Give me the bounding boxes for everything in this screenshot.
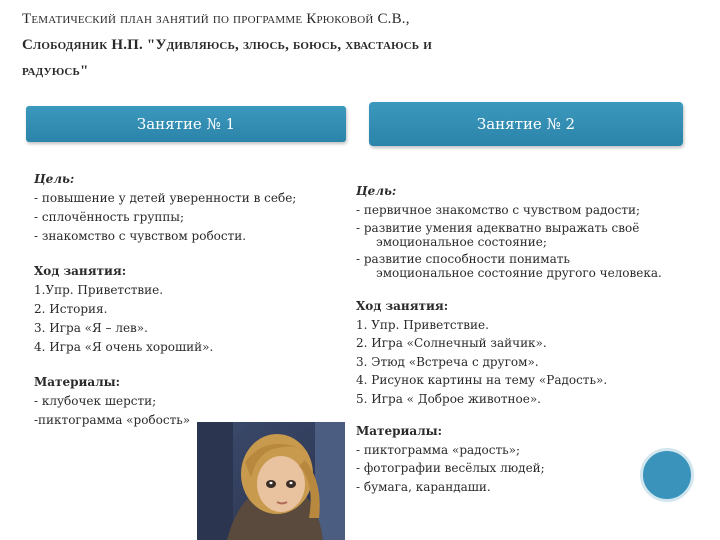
page-title [22, 6, 662, 84]
title-line-1: Тематический план занятий по программе Крюковой С.В., [22, 11, 410, 27]
child-photo [197, 422, 345, 540]
materials-item: -пиктограмма «робость» [34, 413, 191, 427]
goal-heading: Цель: [356, 184, 397, 198]
course-item: 2. История. [34, 302, 108, 316]
course-item: 2. Игра «Солнечный зайчик». [356, 336, 547, 350]
goal-item: - знакомство с чувством робости. [34, 229, 247, 243]
goal-item: - развитие умения адекватно выражать своё эмоциональное состояние; [356, 221, 640, 249]
course-item: 5. Игра « Доброе животное». [356, 391, 541, 406]
course-item: 4. Игра «Я очень хороший». [34, 340, 214, 354]
course-heading: Ход занятия: [34, 264, 127, 278]
lesson-2-header: Занятие № 2 [369, 102, 683, 146]
course-item: 3. Игра «Я – лев». [34, 321, 148, 335]
materials-item: - фотографии весёлых людей; [356, 461, 545, 475]
materials-heading: Материалы: [34, 375, 121, 389]
course-item: 1.Упр. Приветствие. [34, 283, 164, 297]
title-line-3: радуюсь" [22, 63, 89, 79]
materials-item: - бумага, карандаши. [356, 479, 491, 494]
lesson-2-content [356, 182, 666, 496]
decorative-circle [640, 448, 694, 502]
goal-item: - развитие способности понимать эмоциональное состояние другого человека. [356, 252, 662, 280]
materials-item: - пиктограмма «радость»; [356, 442, 521, 457]
title-line-2: Слободяник Н.П. "Удивляюсь, злюсь, боюсь, хвастаюсь и [22, 37, 432, 53]
materials-heading: Материалы: [356, 424, 443, 438]
goal-item: - первичное знакомство с чувством радости; [356, 202, 641, 217]
lesson-1-header: Занятие № 1 [26, 106, 346, 142]
goal-item: - повышение у детей уверенности в себе; [34, 191, 297, 205]
materials-item: - клубочек шерсти; [34, 394, 157, 408]
goal-item: - сплочённость группы; [34, 210, 185, 224]
lesson-1-content [34, 170, 334, 430]
course-item: 4. Рисунок картины на тему «Радость». [356, 373, 608, 387]
goal-heading: Цель: [34, 172, 75, 186]
course-item: 3. Этюд «Встреча с другом». [356, 354, 539, 369]
course-item: 1. Упр. Приветствие. [356, 317, 489, 332]
course-heading: Ход занятия: [356, 299, 449, 313]
